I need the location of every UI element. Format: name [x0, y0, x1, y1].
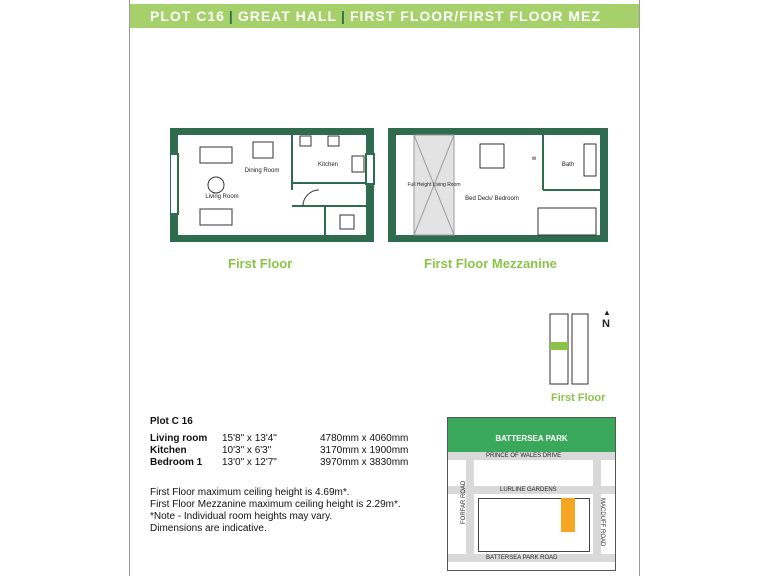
page-title — [150, 8, 601, 24]
window — [170, 154, 178, 214]
kitchen-label: Kitchen — [317, 162, 339, 168]
note-line: *Note - Individual room heights may vary. — [150, 511, 333, 522]
plot-heading: Plot C 16 — [150, 416, 193, 427]
road-label: LURLINE GARDENS — [500, 487, 557, 493]
first-floor-plan — [170, 128, 376, 243]
plan-interior — [178, 135, 366, 235]
title-separator: | — [228, 8, 234, 24]
room-name: Kitchen — [150, 445, 187, 456]
road-label: BATTERSEA PARK ROAD — [486, 555, 558, 561]
plot-title: PLOT C16 — [150, 8, 225, 24]
note-line: First Floor maximum ceiling height is 4.69m*. — [150, 487, 350, 498]
plot-location-highlight — [550, 342, 568, 350]
title-bar — [130, 4, 639, 28]
road-label: PRINCE OF WALES DRIVE — [486, 453, 562, 459]
table-row — [150, 445, 416, 457]
note-line: First Floor Mezzanine maximum ceiling height is 2.29m*. — [150, 499, 401, 510]
living-room-label: Living Room — [205, 194, 239, 200]
dining-room-label: Dining Room — [244, 168, 280, 174]
room-metric: 3170mm x 1900mm — [320, 445, 409, 456]
table-row — [150, 433, 416, 445]
location-map — [447, 417, 616, 571]
table-row — [150, 457, 416, 469]
room-name: Bedroom 1 — [150, 457, 203, 468]
note-line: Dimensions are indicative. — [150, 523, 267, 534]
road-label: FORFAR ROAD — [461, 480, 467, 524]
mezzanine-plan — [388, 128, 610, 243]
floors-title: FIRST FLOOR/FIRST FLOOR MEZ — [349, 8, 601, 24]
first-floor-caption: First Floor — [228, 256, 293, 271]
title-separator: | — [341, 8, 346, 24]
full-height-living-label: Full Height Living Room — [407, 182, 461, 188]
room-dimensions — [150, 416, 416, 469]
brochure-page — [129, 0, 640, 576]
ceiling-notes — [150, 487, 401, 535]
north-label: N — [602, 318, 610, 330]
bed-deck-label: Bed Deck/ Bedroom — [465, 196, 519, 202]
room-imperial: 10'3" x 6'3" — [222, 445, 272, 456]
park-block — [448, 418, 615, 452]
room-metric: 3970mm x 3830mm — [320, 457, 409, 468]
room-imperial: 13'0" x 12'7" — [222, 457, 277, 468]
mezzanine-caption: First Floor Mezzanine — [424, 256, 557, 271]
room-metric: 4780mm x 4060mm — [320, 433, 409, 444]
key-plan — [548, 312, 592, 390]
bath-label: Bath — [561, 162, 575, 168]
wardrobe-label: w — [531, 156, 537, 162]
room-imperial: 15'8" x 13'4" — [222, 433, 277, 444]
building-title: GREAT HALL — [237, 8, 338, 24]
plot-location-highlight — [561, 498, 575, 532]
road-label: MACDUFF ROAD — [599, 498, 605, 547]
room-name: Living room — [150, 433, 208, 444]
dimensions-table — [150, 433, 416, 469]
window — [366, 154, 374, 184]
north-arrow-icon: ▲ — [603, 308, 611, 317]
road — [466, 460, 474, 554]
key-plan-caption: First Floor — [551, 392, 606, 404]
park-label: BATTERSEA PARK — [495, 434, 568, 443]
